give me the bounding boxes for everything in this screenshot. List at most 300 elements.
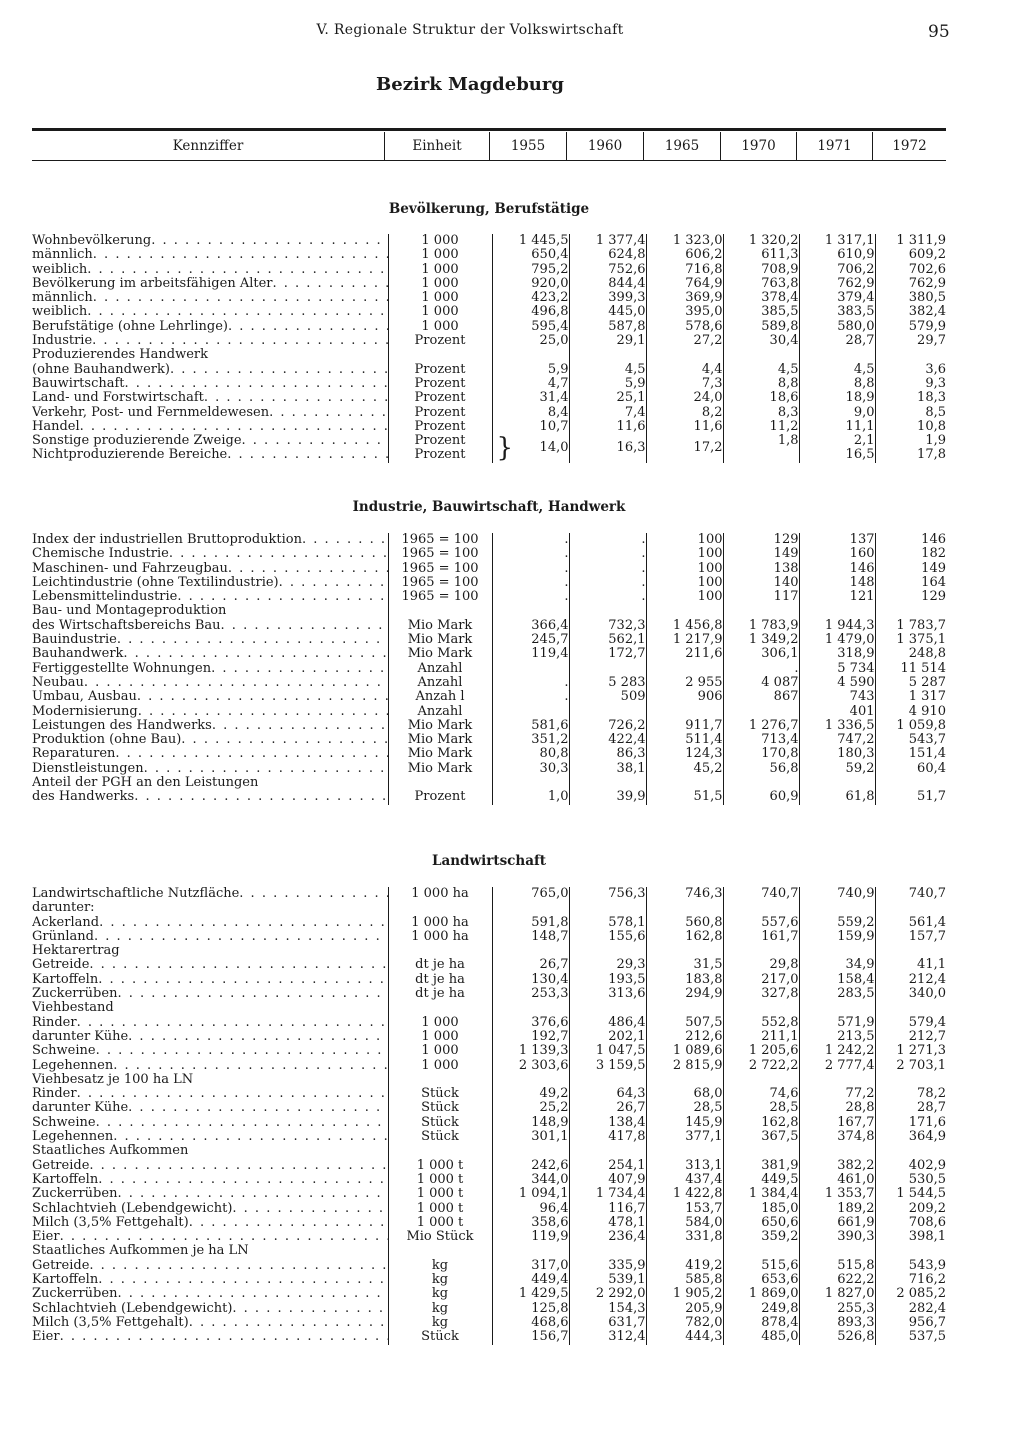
row-value: 192,7 (492, 1030, 569, 1044)
row-unit: Prozent (388, 391, 492, 405)
leader-dots (227, 448, 387, 462)
row-value: 382,4 (908, 305, 946, 320)
row-value (492, 1001, 569, 1015)
row-value: 2 777,4 (799, 1059, 875, 1073)
row-value: 378,4 (723, 291, 799, 305)
header-year: 1970 (741, 138, 776, 154)
row-value: 1 047,5 (569, 1044, 646, 1058)
row-value: 211,1 (723, 1030, 799, 1044)
row-value: 29,8 (723, 958, 799, 972)
row-value: 100 (646, 533, 723, 547)
row-label-text: Kartoffeln (32, 972, 99, 987)
row-label-text: Staatliches Aufkommen (32, 1144, 189, 1159)
row-value (492, 776, 569, 790)
row-value: 25,0 (492, 334, 569, 348)
row-value: 254,1 (569, 1159, 646, 1173)
row-value: 395,0 (646, 305, 723, 319)
row-unit: 1 000 ha (388, 887, 492, 901)
row-value: 423,2 (492, 291, 569, 305)
row-value: 209,2 (908, 1201, 946, 1216)
row-value: 116,7 (569, 1202, 646, 1216)
row-value: 162,8 (646, 930, 723, 944)
row-value: 125,8 (492, 1302, 569, 1316)
row-label-text: Eier (32, 1330, 60, 1345)
row-value: 340,0 (908, 987, 946, 1002)
row-value: 1 456,8 (646, 619, 723, 633)
row-label-text: Getreide (32, 958, 90, 973)
row-unit: Stück (388, 1087, 492, 1101)
row-value: 763,8 (723, 277, 799, 291)
row-value (569, 901, 646, 915)
row-label (32, 1287, 388, 1301)
row-unit (388, 901, 492, 915)
row-value: 381,9 (723, 1159, 799, 1173)
leader-dots (94, 930, 388, 944)
row-value (492, 604, 569, 618)
row-unit: 1 000 t (388, 1173, 492, 1187)
row-value (723, 604, 799, 618)
row-unit: 1965 = 100 (388, 576, 492, 590)
row-label-text: Leichtindustrie (ohne Textilindustrie) (32, 575, 279, 590)
row-value: 653,6 (723, 1273, 799, 1287)
row-value (723, 901, 799, 915)
row-label-text: Produzierendes Handwerk (32, 348, 208, 363)
row-value: 762,9 (799, 277, 875, 291)
row-label (32, 1059, 388, 1073)
row-value: 242,6 (492, 1159, 569, 1173)
row-value (875, 776, 946, 790)
row-value: 377,1 (646, 1130, 723, 1144)
row-value: 650,4 (492, 248, 569, 262)
row-value: 1 869,0 (723, 1287, 799, 1301)
row-value: 167,7 (799, 1116, 875, 1130)
row-value: 732,3 (569, 619, 646, 633)
row-label-text: Landwirtschaftliche Nutzfläche (32, 887, 240, 901)
row-value: 624,8 (569, 248, 646, 262)
table-row (32, 1287, 946, 1301)
row-value: 156,7 (492, 1330, 569, 1344)
row-value: . (492, 590, 569, 604)
table-row (32, 633, 946, 647)
row-value (799, 604, 875, 618)
row-label-text: Sonstige produzierende Zweige (32, 434, 242, 449)
row-value: 211,6 (646, 647, 723, 661)
row-value: 746,3 (646, 887, 723, 901)
row-value (799, 944, 875, 958)
row-value: 1 059,8 (896, 718, 946, 733)
table-row (32, 987, 946, 1001)
leader-dots (269, 406, 387, 420)
row-value: 8,4 (492, 406, 569, 420)
row-value: 1,9 (925, 434, 946, 449)
row-value: 1 336,5 (799, 719, 875, 733)
row-value: 100 (646, 547, 723, 561)
row-value: 844,4 (569, 277, 646, 291)
row-value (646, 662, 723, 676)
row-label-text: Industrie (32, 334, 93, 349)
row-value: 571,9 (799, 1016, 875, 1030)
row-unit: kg (388, 1316, 492, 1330)
row-value: 5,9 (492, 363, 569, 377)
table-row (32, 277, 946, 291)
table-row (32, 930, 946, 944)
row-label-text: Getreide (32, 1258, 90, 1273)
row-value (723, 705, 799, 719)
row-label (32, 1273, 388, 1287)
row-value: 906 (646, 690, 723, 704)
row-label (32, 887, 388, 901)
row-label-text: Index der industriellen Bruttoproduktion (32, 533, 302, 547)
row-label-text: Zuckerrüben (32, 987, 118, 1002)
table-row (32, 590, 946, 604)
row-value: 2,1 (799, 434, 875, 448)
row-label (32, 1202, 388, 1216)
row-value: 212,6 (646, 1030, 723, 1044)
row-unit: kg (388, 1287, 492, 1301)
row-value: 100 (646, 562, 723, 576)
row-value: 702,6 (908, 262, 946, 277)
row-value: 100 (646, 576, 723, 590)
leader-dots (98, 1173, 387, 1187)
row-label (32, 291, 388, 305)
leader-dots (125, 377, 388, 391)
row-value: 622,2 (799, 1273, 875, 1287)
leader-dots (144, 762, 388, 776)
row-value: 708,9 (723, 263, 799, 277)
table-header (32, 132, 946, 160)
row-value: 764,9 (646, 277, 723, 291)
leader-dots (117, 633, 388, 647)
table-row (32, 944, 946, 958)
row-value: 468,6 (492, 1316, 569, 1330)
row-value (723, 1144, 799, 1158)
row-label (32, 619, 388, 633)
row-value: 537,5 (908, 1330, 946, 1345)
row-label (32, 987, 388, 1001)
row-value: 25,1 (569, 391, 646, 405)
leader-dots (123, 647, 387, 661)
row-unit: Stück (388, 1101, 492, 1115)
row-value (723, 448, 799, 462)
row-value (492, 1244, 569, 1258)
row-value: 449,5 (723, 1173, 799, 1187)
row-value: 161,7 (723, 930, 799, 944)
row-value: 1 205,6 (723, 1044, 799, 1058)
row-value: 579,9 (908, 319, 946, 334)
leader-dots (89, 1259, 387, 1273)
leader-dots (181, 733, 387, 747)
row-value: 80,8 (492, 747, 569, 761)
row-label (32, 1087, 388, 1101)
row-value: 39,9 (569, 790, 646, 804)
row-value: 543,9 (908, 1258, 946, 1273)
row-value: 1,8 (723, 434, 799, 448)
row-value: 956,7 (908, 1315, 946, 1330)
row-label (32, 1016, 388, 1030)
row-label-text: Schlachtvieh (Lebendgewicht) (32, 1301, 233, 1316)
row-value: 170,8 (723, 747, 799, 761)
row-label (32, 930, 388, 944)
row-value: 911,7 (646, 719, 723, 733)
table-row (32, 406, 946, 420)
leader-dots (239, 887, 387, 901)
leader-dots (77, 1016, 388, 1030)
row-label-text: Lebensmittelindustrie (32, 590, 178, 605)
row-value: 2 703,1 (896, 1058, 946, 1073)
row-unit (388, 348, 492, 362)
row-label (32, 334, 388, 348)
row-label-text: Neubau (32, 675, 84, 690)
row-value (875, 604, 946, 618)
leader-dots (189, 1216, 388, 1230)
row-label (32, 1001, 388, 1015)
row-value: 562,1 (569, 633, 646, 647)
row-value (799, 776, 875, 790)
row-label-text: des Wirtschaftsbereichs Bau (32, 618, 221, 633)
row-unit (388, 1244, 492, 1258)
row-value (646, 944, 723, 958)
row-value: 8,8 (799, 377, 875, 391)
row-value: 30,3 (492, 762, 569, 776)
row-label (32, 277, 388, 291)
row-label (32, 1330, 388, 1344)
row-label (32, 1187, 388, 1201)
row-unit: dt je ha (388, 958, 492, 972)
header-top-rule (32, 128, 946, 131)
row-value: 1 271,3 (896, 1044, 946, 1059)
row-value: 8,5 (925, 405, 946, 420)
leader-dots (87, 305, 387, 319)
table-row (32, 719, 946, 733)
row-value: 41,1 (917, 958, 946, 973)
row-label-text: Schweine (32, 1044, 96, 1059)
row-label-text: Grünland (32, 929, 94, 944)
row-label-text: Chemische Industrie (32, 547, 169, 562)
row-value: 867 (723, 690, 799, 704)
row-label (32, 1259, 388, 1273)
row-value: 121 (799, 590, 875, 604)
row-value (799, 1144, 875, 1158)
row-label-text: Zuckerrüben (32, 1187, 118, 1202)
row-value: 2 292,0 (569, 1287, 646, 1301)
row-label (32, 1159, 388, 1173)
row-value: 706,2 (799, 263, 875, 277)
leader-dots (211, 662, 387, 676)
row-value: 589,8 (723, 320, 799, 334)
row-label (32, 547, 388, 561)
row-value: 18,6 (723, 391, 799, 405)
row-label-text: weiblich (32, 305, 88, 320)
leader-dots (138, 705, 388, 719)
row-label (32, 1316, 388, 1330)
leader-dots (98, 973, 387, 987)
row-value: 28,5 (723, 1101, 799, 1115)
row-value: 1 311,9 (896, 234, 946, 248)
row-value: 193,5 (569, 973, 646, 987)
table-row (32, 562, 946, 576)
row-value: 762,9 (908, 276, 946, 291)
row-value (492, 1073, 569, 1087)
row-value: 8,3 (723, 406, 799, 420)
row-value: 8,2 (646, 406, 723, 420)
table-row (32, 1259, 946, 1273)
leader-dots (228, 320, 388, 334)
row-value (492, 705, 569, 719)
leader-dots (93, 291, 388, 305)
table-row (32, 1316, 946, 1330)
row-label (32, 448, 388, 462)
row-value: 585,8 (646, 1273, 723, 1287)
row-value: 283,5 (799, 987, 875, 1001)
row-value (646, 1001, 723, 1015)
row-value: 140 (723, 576, 799, 590)
table-row (32, 790, 946, 804)
row-value: 3,6 (925, 362, 946, 377)
row-unit: Mio Mark (388, 633, 492, 647)
row-value: 609,2 (908, 248, 946, 263)
row-unit: Prozent (388, 377, 492, 391)
row-value: 765,0 (492, 887, 569, 901)
leader-dots (99, 916, 387, 930)
row-value: 11,6 (646, 420, 723, 434)
row-value: 369,9 (646, 291, 723, 305)
row-value: 26,7 (569, 1101, 646, 1115)
table-row (32, 1230, 946, 1244)
row-value: 560,8 (646, 916, 723, 930)
row-label (32, 676, 388, 690)
row-label-text: Legehennen (32, 1058, 114, 1073)
row-value: 782,0 (646, 1316, 723, 1330)
row-unit: 1 000 (388, 305, 492, 319)
row-unit: Anzah l (388, 690, 492, 704)
row-label-text: Bauindustrie (32, 633, 117, 648)
row-value: 312,4 (569, 1330, 646, 1344)
row-value: 28,7 (917, 1101, 946, 1116)
row-unit: 1965 = 100 (388, 533, 492, 547)
row-value (723, 1244, 799, 1258)
table-row (32, 391, 946, 405)
row-label (32, 248, 388, 262)
row-value: 160 (799, 547, 875, 561)
leader-dots (98, 1273, 387, 1287)
row-value: 390,3 (799, 1230, 875, 1244)
row-label-text: darunter Kühe (32, 1029, 129, 1044)
table-row (32, 647, 946, 661)
table-row (32, 1202, 946, 1216)
row-value: 146 (799, 562, 875, 576)
section-title: Industrie, Bauwirtschaft, Handwerk (352, 499, 626, 515)
row-label (32, 944, 388, 958)
row-label (32, 562, 388, 576)
row-value (492, 1144, 569, 1158)
row-label (32, 901, 388, 915)
table-row (32, 291, 946, 305)
row-value: 78,2 (917, 1087, 946, 1102)
table-row (32, 973, 946, 987)
row-value: 154,3 (569, 1302, 646, 1316)
row-value: 64,3 (569, 1087, 646, 1101)
combined-value-text: 17,2 (693, 440, 723, 456)
row-value: 138 (723, 562, 799, 576)
table-row (32, 320, 946, 334)
row-value: . (492, 533, 569, 547)
row-value: 1 783,7 (896, 618, 946, 633)
section-title: Bevölkerung, Berufstätige (388, 201, 590, 217)
row-value: 557,6 (723, 916, 799, 930)
row-value: 1 349,2 (723, 633, 799, 647)
row-value: 5 287 (908, 675, 946, 690)
row-value: 148 (799, 576, 875, 590)
row-value: . (492, 547, 569, 561)
row-label-text: Leistungen des Handwerks (32, 718, 212, 733)
row-value: 282,4 (908, 1301, 946, 1316)
page-number: 95 (928, 22, 950, 42)
leader-dots (117, 987, 387, 1001)
row-label (32, 576, 388, 590)
row-value: 294,9 (646, 987, 723, 1001)
row-label-text: Reparaturen (32, 747, 116, 762)
row-label (32, 420, 388, 434)
row-value: . (569, 562, 646, 576)
row-value: . (569, 576, 646, 590)
table-row (32, 916, 946, 930)
row-value: 4,5 (569, 363, 646, 377)
table-row (32, 448, 946, 462)
row-value: 24,0 (646, 391, 723, 405)
row-value: 16,5 (799, 448, 875, 462)
row-label (32, 377, 388, 391)
row-unit: Mio Mark (388, 747, 492, 761)
leader-dots (60, 1230, 388, 1244)
row-value: 893,3 (799, 1316, 875, 1330)
row-label (32, 263, 388, 277)
row-value (875, 348, 946, 362)
row-label-text: Rinder (32, 1087, 77, 1102)
row-value: 60,9 (723, 790, 799, 804)
row-value: 359,2 (723, 1230, 799, 1244)
row-unit: 1 000 (388, 1016, 492, 1030)
row-value: 4,5 (799, 363, 875, 377)
row-label (32, 604, 388, 618)
row-value: 151,4 (908, 747, 946, 762)
row-value: 9,3 (925, 376, 946, 391)
leader-dots (96, 1116, 388, 1130)
row-value: 255,3 (799, 1302, 875, 1316)
row-value: 145,9 (646, 1116, 723, 1130)
row-unit: Prozent (388, 434, 492, 448)
row-value: 552,8 (723, 1016, 799, 1030)
row-unit (388, 1001, 492, 1015)
table-row (32, 363, 946, 377)
row-value: 358,6 (492, 1216, 569, 1230)
row-value: 591,8 (492, 916, 569, 930)
table-row (32, 1244, 946, 1258)
row-value: . (492, 676, 569, 690)
row-value: 327,8 (723, 987, 799, 1001)
row-value: 306,1 (723, 647, 799, 661)
row-unit: dt je ha (388, 973, 492, 987)
row-value: 31,5 (646, 958, 723, 972)
leader-dots (92, 334, 387, 348)
row-value: 51,5 (646, 790, 723, 804)
leader-dots (113, 1059, 387, 1073)
leader-dots (204, 391, 388, 405)
row-value: 795,2 (492, 263, 569, 277)
row-label (32, 1230, 388, 1244)
row-value: 164 (921, 575, 946, 590)
row-label-text: Handel (32, 419, 80, 434)
row-label-text: Maschinen- und Fahrzeugbau (32, 561, 228, 576)
